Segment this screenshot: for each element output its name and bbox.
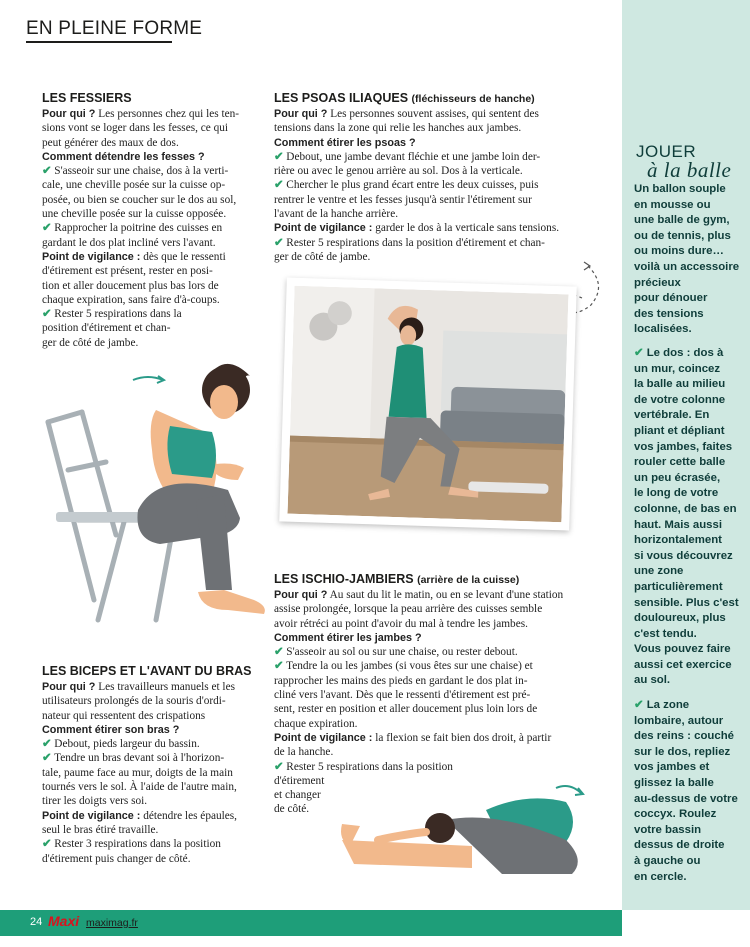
sidebar-dos-line: au sol. bbox=[634, 674, 671, 687]
fessiers-vigilance-line: chaque expiration, sans faire d'à-coups. bbox=[42, 293, 220, 306]
biceps-rest-line: ✔ Rester 3 respirations dans la position bbox=[42, 838, 221, 851]
lunge-photo bbox=[279, 278, 577, 531]
psoas-vigilance-label: Point de vigilance : bbox=[274, 222, 373, 235]
sidebar-dos-line: haut. Mais aussi bbox=[634, 518, 722, 531]
fessiers-text bbox=[42, 107, 264, 350]
fessiers-pourqui-label: Pour qui ? bbox=[42, 108, 96, 120]
ischio-pourqui-label: Pour qui ? bbox=[274, 589, 328, 601]
sidebar-dos-line: particulièrement bbox=[634, 580, 723, 593]
ischio-line: ✔ S'asseoir au sol ou sur une chaise, ou rester debout. bbox=[274, 646, 518, 659]
check-icon: ✔ bbox=[42, 738, 52, 751]
ischio-line: sent, rester en position et aller doucement plus loin lors de bbox=[274, 703, 538, 716]
sidebar-lombaire-line: votre bassin bbox=[634, 823, 702, 836]
fessiers-line: ✔ Rapprocher la poitrine des cuisses en bbox=[42, 222, 223, 235]
check-icon: ✔ bbox=[274, 760, 284, 773]
sidebar-dos-line: un peu écrasée, bbox=[634, 471, 721, 484]
check-icon: ✔ bbox=[274, 179, 284, 192]
sidebar-lombaire-line: à gauche ou bbox=[634, 854, 701, 867]
ischio-pourqui-line: Au saut du lit le matin, ou en se levant d'une station bbox=[327, 589, 564, 601]
sidebar-dos-line: rouler cette balle bbox=[634, 456, 726, 469]
sidebar-intro-line: pour dénouer bbox=[634, 292, 708, 305]
sidebar-title-line1: JOUER bbox=[636, 142, 697, 161]
sidebar-dos-line: la balle au milieu bbox=[634, 378, 726, 391]
sidebar-dos-line: un mur, coincez bbox=[634, 362, 721, 375]
sidebar-dos-line: ✔ Le dos : dos à bbox=[634, 347, 724, 359]
chair-stretch-illustration bbox=[38, 330, 270, 630]
fessiers-vigilance-label: Point de vigilance : bbox=[42, 250, 141, 263]
fessiers-rest-line: ger de côté de jambe. bbox=[42, 336, 139, 349]
biceps-text bbox=[42, 680, 264, 866]
ischio-title bbox=[274, 572, 519, 586]
lunge-photo-image bbox=[287, 286, 568, 522]
ischio-title-main: LES ISCHIO-JAMBIERS bbox=[274, 572, 414, 586]
ischio-pourqui-line: avoir rétréci au point d'avoir du mal à tendre les jambes. bbox=[274, 617, 528, 630]
sidebar-dos-line: une zone bbox=[634, 565, 684, 578]
psoas-pourqui-label: Pour qui ? bbox=[274, 108, 328, 120]
biceps-vigilance-line: détendre les épaules, bbox=[140, 809, 237, 822]
ischio-vigilance-label: Point de vigilance : bbox=[274, 731, 373, 744]
ischio-how-label: Comment étirer les jambes ? bbox=[274, 631, 422, 644]
sidebar-lombaire-line: sur le dos, repliez bbox=[634, 745, 731, 758]
ischio-line: ✔ Tendre la ou les jambes (si vous êtes sur une chaise) et bbox=[274, 660, 533, 673]
sidebar-dos-line: Vous pouvez faire bbox=[634, 643, 731, 656]
fessiers-pourqui-line: peut générer des maux de dos. bbox=[42, 136, 179, 149]
sidebar-dos bbox=[634, 346, 746, 689]
psoas-text bbox=[274, 107, 614, 264]
sidebar-dos-line: horizontalement bbox=[634, 534, 722, 547]
psoas-pourqui-line: Les personnes souvent assises, qui sentent des bbox=[327, 108, 539, 120]
fessiers-rest-line: position d'étirement et chan- bbox=[42, 322, 171, 335]
sidebar-lombaire-line: vos jambes et bbox=[634, 761, 710, 774]
page-number: 24 bbox=[30, 916, 43, 928]
ischio-subtitle: (arrière de la cuisse) bbox=[417, 574, 520, 586]
forward-fold-illustration bbox=[336, 780, 618, 888]
sidebar-intro-line: voilà un accessoire bbox=[634, 260, 740, 273]
biceps-line: tale, paume face au mur, doigts de la main bbox=[42, 766, 233, 779]
sidebar-dos-line: pliant et dépliant bbox=[634, 424, 725, 437]
sidebar-dos-line: douloureux, plus bbox=[634, 612, 726, 625]
fessiers-how-label: Comment détendre les fesses ? bbox=[42, 150, 205, 163]
check-icon: ✔ bbox=[634, 347, 644, 359]
ischio-rest-line: et changer bbox=[274, 789, 321, 802]
fessiers-pourqui-line: Les personnes chez qui les ten- bbox=[95, 108, 240, 120]
fessiers-title: LES FESSIERS bbox=[42, 91, 132, 105]
fessiers-vigilance-line: d'étirement est présent, rester en posi- bbox=[42, 265, 213, 278]
section-header: EN PLEINE FORME bbox=[26, 18, 203, 39]
psoas-line: ✔ Chercher le plus grand écart entre les deux cuisses, puis bbox=[274, 179, 539, 192]
psoas-line: rière ou avec le genou arrière au sol. Dos à la verticale. bbox=[274, 165, 523, 178]
biceps-line: ✔ Debout, pieds largeur du bassin. bbox=[42, 738, 200, 751]
psoas-how-label: Comment étirer les psoas ? bbox=[274, 136, 416, 149]
sidebar-dos-line: sensible. Plus c'est bbox=[634, 596, 739, 609]
ischio-rest-line: ✔ Rester 5 respirations dans la position bbox=[274, 760, 453, 773]
biceps-line: tirer les doigts vers soi. bbox=[42, 795, 148, 808]
sidebar-intro-line: Un ballon souple bbox=[634, 183, 726, 195]
sidebar-dos-line: le long de votre bbox=[634, 487, 719, 500]
fessiers-line: posée, ou bien se coucher sur le dos au sol, bbox=[42, 193, 237, 206]
sidebar-lombaire-line: glissez la balle bbox=[634, 776, 714, 789]
fessiers-pourqui-line: sions vont se loger dans les fesses, ce qui bbox=[42, 122, 229, 135]
site-link[interactable]: maximag.fr bbox=[86, 917, 138, 929]
sidebar-lombaire bbox=[634, 698, 746, 885]
sidebar-intro-line: une balle de gym, bbox=[634, 214, 730, 227]
sidebar-dos-line: de votre colonne bbox=[634, 393, 726, 406]
sidebar-lombaire-line: coccyx. Roulez bbox=[634, 808, 717, 821]
biceps-pourqui-label: Pour qui ? bbox=[42, 681, 96, 693]
psoas-line: rentrer le ventre et les fesses jusqu'à sentir l'étirement sur bbox=[274, 193, 532, 206]
fessiers-line: une cheville posée sur la cuisse opposée. bbox=[42, 208, 227, 221]
sidebar-intro bbox=[634, 182, 746, 338]
sidebar-lombaire-line: ✔ La zone bbox=[634, 699, 690, 711]
ischio-rest-line: d'étirement bbox=[274, 774, 325, 787]
psoas-vigilance-text: garder le dos à la verticale sans tensions. bbox=[372, 222, 560, 235]
sidebar-dos-line: vertébrale. En bbox=[634, 409, 710, 422]
check-icon: ✔ bbox=[274, 236, 284, 249]
fessiers-line: cale, une cheville posée sur la cuisse op- bbox=[42, 179, 226, 192]
biceps-pourqui-line: nateur qui ressentent des crispations bbox=[42, 709, 206, 722]
sidebar-dos-line: vos jambes, faites bbox=[634, 440, 733, 453]
sidebar-intro-line: en mousse ou bbox=[634, 198, 711, 211]
psoas-line: l'avant de la hanche arrière. bbox=[274, 208, 399, 221]
check-icon: ✔ bbox=[42, 222, 52, 235]
ischio-line: cliné vers l'avant. Dès que le ressenti d'étirement est pré- bbox=[274, 689, 531, 702]
sidebar-dos-line: colonne, de bas en bbox=[634, 502, 737, 515]
psoas-rest-line: ✔ Rester 5 respirations dans la position d'étirement et chan- bbox=[274, 236, 545, 249]
ischio-pourqui-line: assise prolongée, lorsque la peau arrière des cuisses semble bbox=[274, 603, 543, 616]
sidebar-lombaire-line: des reins : couché bbox=[634, 730, 735, 743]
sidebar-dos-line: aussi cet exercice bbox=[634, 658, 732, 671]
psoas-line: ✔ Debout, une jambe devant fléchie et une jambe loin der- bbox=[274, 150, 541, 163]
sidebar-intro-line: ou de tennis, plus bbox=[634, 229, 731, 242]
fessiers-line: ✔ S'asseoir sur une chaise, dos à la verti- bbox=[42, 165, 229, 178]
biceps-vigilance-line: seul le bras étiré travaille. bbox=[42, 823, 159, 836]
biceps-how-label: Comment étirer son bras ? bbox=[42, 723, 180, 736]
check-icon: ✔ bbox=[274, 646, 284, 659]
biceps-title: LES BICEPS ET L'AVANT DU BRAS bbox=[42, 664, 252, 678]
biceps-rest-line: d'étirement puis changer de côté. bbox=[42, 852, 191, 865]
sidebar-intro-line: ou moins dure… bbox=[634, 245, 724, 258]
biceps-line: tournés vers le sol. À l'aide de l'autre main, bbox=[42, 781, 237, 794]
sidebar-dos-line: c'est tendu. bbox=[634, 627, 697, 640]
psoas-title-main: LES PSOAS ILIAQUES bbox=[274, 91, 409, 105]
sidebar-dos-line: si vous découvrez bbox=[634, 549, 733, 562]
check-icon: ✔ bbox=[42, 752, 52, 765]
sidebar-lombaire-line: lombaire, autour bbox=[634, 714, 724, 727]
sidebar-lombaire-line: dessus de droite bbox=[634, 839, 725, 852]
psoas-rest-line: ger de côté de jambe. bbox=[274, 250, 371, 263]
sidebar-intro-line: localisées. bbox=[634, 323, 692, 336]
sidebar-intro-line: précieux bbox=[634, 276, 681, 289]
check-icon: ✔ bbox=[42, 308, 52, 321]
fessiers-line: gardant le dos plat incliné vers l'avant. bbox=[42, 236, 216, 249]
fessiers-vigilance-line: dès que le ressenti bbox=[140, 250, 226, 263]
psoas-subtitle: (fléchisseurs de hanche) bbox=[411, 93, 535, 105]
fessiers-vigilance-line: tion et aller doucement plus bas lors de bbox=[42, 279, 219, 292]
maxi-logo: Maxi bbox=[48, 913, 80, 929]
biceps-line: ✔ Tendre un bras devant soi à l'horizon- bbox=[42, 752, 225, 765]
biceps-vigilance-label: Point de vigilance : bbox=[42, 809, 141, 822]
psoas-title bbox=[274, 91, 535, 105]
biceps-pourqui-line: utilisateurs prolongés de la souris d'ordi- bbox=[42, 695, 226, 708]
ischio-vigilance-line: de la hanche. bbox=[274, 746, 334, 759]
sidebar-lombaire-line: en cercle. bbox=[634, 870, 687, 883]
ischio-line: rapprocher les mains des pieds en gardant le dos plat in- bbox=[274, 674, 528, 687]
psoas-pourqui-line: tensions dans la zone qui relie les hanches aux jambes. bbox=[274, 122, 522, 135]
check-icon: ✔ bbox=[42, 838, 52, 851]
check-icon: ✔ bbox=[274, 150, 284, 163]
ischio-line: chaque expiration. bbox=[274, 717, 358, 730]
fessiers-rest-line: ✔ Rester 5 respirations dans la bbox=[42, 308, 182, 321]
check-icon: ✔ bbox=[274, 660, 284, 673]
header-underline bbox=[26, 41, 172, 43]
sidebar-title-line2: à la balle bbox=[647, 158, 732, 182]
sidebar-title bbox=[636, 142, 732, 182]
sidebar-lombaire-line: au-dessus de votre bbox=[634, 792, 738, 805]
ischio-vigilance-line: la flexion se fait bien dos droit, à partir bbox=[372, 731, 552, 744]
biceps-pourqui-line: Les travailleurs manuels et les bbox=[95, 681, 235, 693]
sidebar-intro-line: des tensions bbox=[634, 307, 704, 320]
ischio-rest-line: de côté. bbox=[274, 803, 310, 816]
check-icon: ✔ bbox=[42, 165, 52, 178]
check-icon: ✔ bbox=[634, 699, 644, 711]
